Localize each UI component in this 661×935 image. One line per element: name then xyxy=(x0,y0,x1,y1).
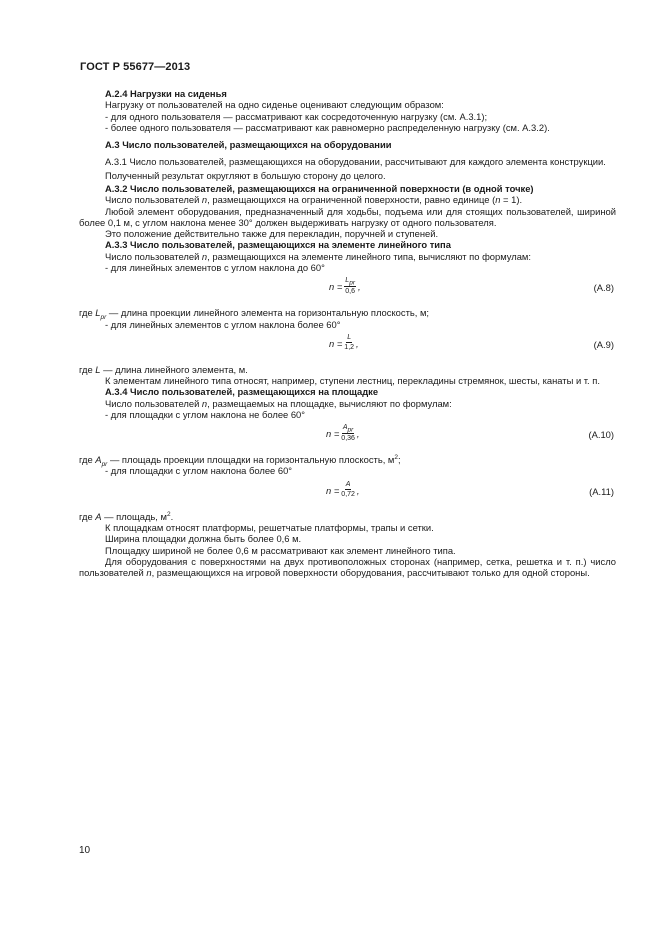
section-a33-item-2: - для линейных элементов с углом наклона более 60° xyxy=(105,318,341,330)
variable-n: n xyxy=(201,397,208,409)
equation-tail: , xyxy=(356,484,360,496)
equation-a10-formula xyxy=(326,424,360,443)
numerator-sub: pr xyxy=(347,426,354,434)
equation-tail: , xyxy=(357,280,361,292)
variable-sub: pr xyxy=(101,461,108,469)
text-fragment: ; xyxy=(398,454,401,466)
equation-lhs: n = xyxy=(326,427,340,439)
text-fragment: , размещаемых на площадке, вычисляют по формулам: xyxy=(207,397,452,409)
section-a34-item-2: - для площадки с углом наклона более 60° xyxy=(105,465,293,477)
fraction xyxy=(344,277,356,296)
variable-l: L xyxy=(95,307,101,319)
section-a33-heading: А.3.3 Число пользователей, размещающихся на элементе линейного типа xyxy=(105,239,451,251)
section-a34-item-1: - для площадки с углом наклона не более 60° xyxy=(105,408,306,420)
fraction-numerator: L xyxy=(346,334,352,343)
numerator-var: A xyxy=(342,424,348,432)
text-fragment: Число пользователей xyxy=(105,397,202,409)
where-lpr xyxy=(79,307,616,322)
equation-a9-label: (А.9) xyxy=(593,338,614,350)
text-fragment: Для оборудования с поверхностями на двух противоположных сторонах (например, сетка, решетка и т. п.) число пользователей xyxy=(79,555,616,579)
text-fragment: где xyxy=(79,510,96,522)
variable-n: n xyxy=(201,194,208,206)
section-a34-text xyxy=(79,398,616,409)
document-body xyxy=(79,88,616,578)
equation-a10-label: (А.10) xyxy=(588,429,614,441)
fraction xyxy=(344,334,354,353)
section-a3-heading: А.3 Число пользователей, размещающихся на оборудовании xyxy=(105,139,392,151)
text-fragment: — длина линейного элемента, м. xyxy=(100,363,248,375)
text-fragment: , размещающихся на элементе линейного типа, вычисляют по формулам: xyxy=(207,250,531,262)
fraction xyxy=(341,481,355,500)
text-fragment: , размещающихся на игровой поверхности оборудования, рассчитывают только для одной стороны. xyxy=(151,567,590,579)
equation-lhs: n = xyxy=(329,337,343,349)
variable-n: n xyxy=(201,250,208,262)
equation-tail: , xyxy=(356,337,359,349)
fraction-denominator: 0,6 xyxy=(345,287,355,295)
equation-a8-label: (А.8) xyxy=(593,282,614,294)
variable-sub: pr xyxy=(100,314,107,322)
equation-a9 xyxy=(79,330,616,364)
equation-a10 xyxy=(79,420,616,454)
section-a24-heading: А.2.4 Нагрузки на сиденья xyxy=(105,88,227,99)
section-a24-item-1: - для одного пользователя — рассматривают как сосредоточенную нагрузку (см. А.3.1); xyxy=(105,110,488,122)
variable-a: A xyxy=(95,454,102,466)
unit-superscript: 2 xyxy=(394,454,398,462)
fraction-numerator xyxy=(344,277,356,286)
section-a32-also-text: Это положение действительно также для перекладин, поручней и ступеней. xyxy=(105,228,439,240)
equation-a8 xyxy=(79,273,616,307)
text-fragment: = 1). xyxy=(500,194,523,206)
section-a24-intro: Нагрузку от пользователей на одно сиденье оценивают следующим образом: xyxy=(105,99,444,111)
section-a32-element-text: Любой элемент оборудования, предназначенный для ходьбы, подъема или для стоящих пользователей, шириной более 0,1 м, с углом наклона менее 30° должен выдерживать нагрузку от одного пользователя. xyxy=(79,205,616,228)
text-fragment: Число пользователей xyxy=(105,194,202,206)
fraction-denominator: 0,72 xyxy=(341,491,355,499)
fraction-denominator: 1,2 xyxy=(344,344,355,352)
section-a32-heading: А.3.2 Число пользователей, размещающихся на ограниченной поверхности (в одной точке) xyxy=(105,182,534,194)
equation-lhs: n = xyxy=(326,484,340,496)
section-a34-platforms: К площадкам относят платформы, решетчатые платформы, трапы и сетки. xyxy=(105,522,434,534)
where-apr xyxy=(79,454,616,469)
fraction-denominator: 0,36 xyxy=(341,434,355,442)
numerator-sub: pr xyxy=(349,279,355,287)
section-a33-text xyxy=(79,251,616,262)
section-a33-examples: К элементам линейного типа относят, например, ступени лестниц, перекладины стремянок, шесты, канаты и т. п. xyxy=(105,375,600,387)
variable-l: L xyxy=(95,363,101,375)
fraction-numerator xyxy=(342,424,354,433)
section-a31-text: А.3.1 Число пользователей, размещающихся на оборудовании, рассчитывают для каждого элемента конструкции. xyxy=(105,156,606,168)
where-l xyxy=(79,364,616,375)
text-fragment: , размещающихся на ограниченной поверхности, равно единице ( xyxy=(207,194,496,206)
equation-a11-label: (А.11) xyxy=(589,485,614,497)
text-fragment: где xyxy=(79,454,96,466)
equation-a11 xyxy=(79,477,616,511)
section-a34-two-sides xyxy=(79,556,616,579)
text-fragment: где xyxy=(79,363,96,375)
document-header: ГОСТ Р 55677—2013 xyxy=(80,61,191,73)
section-a34-width: Ширина площадки должна быть более 0,6 м. xyxy=(105,533,302,545)
text-fragment: Число пользователей xyxy=(105,250,202,262)
equation-a9-formula xyxy=(329,334,359,353)
equation-tail: , xyxy=(356,427,360,439)
unit-superscript: 2 xyxy=(166,510,171,518)
text-fragment: — площадь проекции площадки на горизонтальную плоскость, м xyxy=(107,454,395,466)
equation-lhs: n = xyxy=(329,280,343,292)
section-a24-item-2: - более одного пользователя — рассматривают как равномерно распределенную нагрузку (см. А.3.2). xyxy=(105,121,550,133)
section-a34-narrow: Площадку шириной не более 0,6 м рассматривают как элемент линейного типа. xyxy=(105,544,456,556)
section-a33-item-1: - для линейных элементов с углом наклона до 60° xyxy=(105,261,325,273)
text-fragment: . xyxy=(170,510,174,522)
equation-a11-formula xyxy=(326,481,360,500)
variable-n: n xyxy=(495,194,501,206)
numerator-var: L xyxy=(345,277,350,285)
variable-n: n xyxy=(146,567,152,579)
section-a31-rounding: Полученный результат округляют в большую сторону до целого. xyxy=(105,169,386,181)
text-fragment: — длина проекции линейного элемента на горизонтальную плоскость, м; xyxy=(106,307,430,319)
text-fragment: — площадь, м xyxy=(101,510,167,522)
fraction-numerator: A xyxy=(345,481,352,490)
equation-a8-formula xyxy=(329,277,361,296)
section-a34-heading: А.3.4 Число пользователей, размещающихся на площадке xyxy=(105,386,379,398)
text-fragment: где xyxy=(79,307,96,319)
page-number: 10 xyxy=(79,845,91,856)
where-a xyxy=(79,511,616,522)
section-a32-text xyxy=(79,194,616,205)
fraction xyxy=(341,424,355,443)
variable-a: A xyxy=(95,510,102,522)
